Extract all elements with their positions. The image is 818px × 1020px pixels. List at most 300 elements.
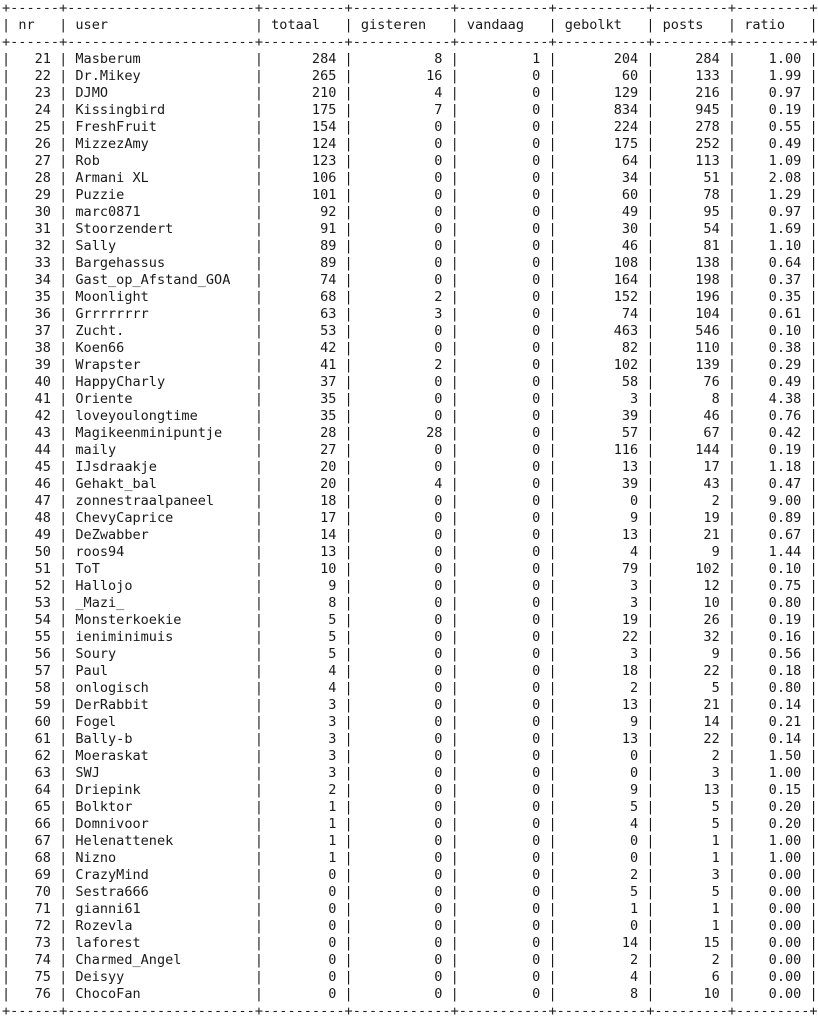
table-cell: 0 xyxy=(360,187,443,203)
table-cell: 0 xyxy=(466,391,541,407)
table-cell: Rozevla xyxy=(75,918,247,934)
table-cell: 46 xyxy=(662,408,720,424)
table-cell: 0 xyxy=(466,289,541,305)
table-cell: 20 xyxy=(271,476,337,492)
table-cell: 3 xyxy=(564,595,639,611)
table-cell: 5 xyxy=(662,680,720,696)
table-cell: 3 xyxy=(271,731,337,747)
table-cell: 39 xyxy=(564,476,639,492)
table-cell: 0.00 xyxy=(744,918,802,934)
table-cell: 60 xyxy=(564,68,639,84)
header-cell: posts xyxy=(662,17,720,33)
table-cell: 102 xyxy=(564,357,639,373)
table-cell: 56 xyxy=(18,646,51,662)
table-row: | 70 | Sestra666 | 0 | 0 | 0 | 5 | 5 | 0.00 | xyxy=(2,884,818,900)
table-cell: 1 xyxy=(662,918,720,934)
table-cell: 0.37 xyxy=(744,272,802,288)
table-row: | 69 | CrazyMind | 0 | 0 | 0 | 2 | 3 | 0.00 | xyxy=(2,867,818,883)
table-cell: 0 xyxy=(466,306,541,322)
table-cell: 13 xyxy=(564,731,639,747)
table-cell: marc0871 xyxy=(75,204,247,220)
table-cell: Domnivoor xyxy=(75,816,247,832)
table-cell: 0 xyxy=(466,85,541,101)
table-cell: 0.10 xyxy=(744,561,802,577)
table-cell: 0.67 xyxy=(744,527,802,543)
table-row: | 36 | Grrrrrrrr | 63 | 3 | 0 | 74 | 104 | 0.61 | xyxy=(2,306,818,322)
table-cell: 46 xyxy=(18,476,51,492)
table-cell: 0 xyxy=(466,102,541,118)
table-row: | 68 | Nizno | 1 | 0 | 0 | 0 | 1 | 1.00 | xyxy=(2,850,818,866)
table-cell: 0 xyxy=(360,731,443,747)
table-cell: 21 xyxy=(662,527,720,543)
table-cell: 0 xyxy=(466,714,541,730)
table-cell: 51 xyxy=(18,561,51,577)
table-cell: 0 xyxy=(360,646,443,662)
table-cell: Gehakt_bal xyxy=(75,476,247,492)
header-row: | nr | user | totaal | gisteren | vandaag | gebolkt | posts | ratio | xyxy=(2,17,818,33)
table-cell: 0 xyxy=(466,425,541,441)
table-cell: 0 xyxy=(271,901,337,917)
table-cell: 37 xyxy=(18,323,51,339)
table-row: | 58 | onlogisch | 4 | 0 | 0 | 2 | 5 | 0.80 | xyxy=(2,680,818,696)
table-cell: 164 xyxy=(564,272,639,288)
table-cell: 62 xyxy=(18,748,51,764)
table-cell: 6 xyxy=(662,969,720,985)
table-cell: 1.00 xyxy=(744,850,802,866)
table-cell: 42 xyxy=(18,408,51,424)
table-row: | 76 | ChocoFan | 0 | 0 | 0 | 8 | 10 | 0.00 | xyxy=(2,986,818,1002)
table-cell: 5 xyxy=(662,884,720,900)
table-cell: Monsterkoekie xyxy=(75,612,247,628)
table-cell: 0 xyxy=(271,867,337,883)
table-cell: 0 xyxy=(466,561,541,577)
table-cell: 1.09 xyxy=(744,153,802,169)
table-cell: 0 xyxy=(466,850,541,866)
table-cell: Driepink xyxy=(75,782,247,798)
table-cell: Dr.Mikey xyxy=(75,68,247,84)
table-cell: 74 xyxy=(18,952,51,968)
table-cell: 59 xyxy=(18,697,51,713)
table-cell: Moonlight xyxy=(75,289,247,305)
table-cell: Wrapster xyxy=(75,357,247,373)
table-cell: 0.00 xyxy=(744,952,802,968)
table-cell: ToT xyxy=(75,561,247,577)
table-cell: 3 xyxy=(271,748,337,764)
table-cell: Magikeenminipuntje xyxy=(75,425,247,441)
table-cell: 34 xyxy=(18,272,51,288)
table-cell: 32 xyxy=(662,629,720,645)
table-cell: SWJ xyxy=(75,765,247,781)
table-cell: 13 xyxy=(271,544,337,560)
table-cell: 21 xyxy=(662,697,720,713)
table-cell: 3 xyxy=(564,646,639,662)
table-cell: 0 xyxy=(360,680,443,696)
table-cell: Fogel xyxy=(75,714,247,730)
table-cell: 0 xyxy=(466,986,541,1002)
table-cell: Bally-b xyxy=(75,731,247,747)
table-cell: 0 xyxy=(466,969,541,985)
table-cell: 0.38 xyxy=(744,340,802,356)
table-cell: 25 xyxy=(18,119,51,135)
table-cell: 0 xyxy=(360,748,443,764)
table-cell: 175 xyxy=(564,136,639,152)
table-cell: 1.18 xyxy=(744,459,802,475)
table-cell: 0 xyxy=(466,357,541,373)
table-cell: 64 xyxy=(564,153,639,169)
table-cell: Hallojo xyxy=(75,578,247,594)
table-cell: 0 xyxy=(466,799,541,815)
table-cell: 1.44 xyxy=(744,544,802,560)
table-cell: 0 xyxy=(466,204,541,220)
table-cell: 0 xyxy=(360,527,443,543)
table-cell: Armani XL xyxy=(75,170,247,186)
table-row: | 31 | Stoorzendert | 91 | 0 | 0 | 30 | 54 | 1.69 | xyxy=(2,221,818,237)
table-cell: 5 xyxy=(662,799,720,815)
table-cell: 0 xyxy=(271,986,337,1002)
table-cell: 0 xyxy=(466,408,541,424)
table-cell: DeZwabber xyxy=(75,527,247,543)
table-row: | 75 | Deisyy | 0 | 0 | 0 | 4 | 6 | 0.00 | xyxy=(2,969,818,985)
table-cell: 2 xyxy=(662,952,720,968)
table-cell: 1 xyxy=(271,816,337,832)
table-cell: 0 xyxy=(360,408,443,424)
table-cell: 0 xyxy=(360,323,443,339)
table-row: | 21 | Masberum | 284 | 8 | 1 | 204 | 284 | 1.00 | xyxy=(2,51,818,67)
table-cell: 49 xyxy=(564,204,639,220)
table-cell: Puzzie xyxy=(75,187,247,203)
table-cell: 14 xyxy=(271,527,337,543)
table-cell: 67 xyxy=(662,425,720,441)
table-cell: 546 xyxy=(662,323,720,339)
table-cell: 1.69 xyxy=(744,221,802,237)
table-cell: 63 xyxy=(18,765,51,781)
table-cell: 102 xyxy=(662,561,720,577)
table-row: | 23 | DJMO | 210 | 4 | 0 | 129 | 216 | 0.97 | xyxy=(2,85,818,101)
table-cell: ChocoFan xyxy=(75,986,247,1002)
table-cell: Oriente xyxy=(75,391,247,407)
table-row: | 64 | Driepink | 2 | 0 | 0 | 9 | 13 | 0.15 | xyxy=(2,782,818,798)
table-cell: 27 xyxy=(271,442,337,458)
table-cell: 0.16 xyxy=(744,629,802,645)
table-cell: 0 xyxy=(466,170,541,186)
table-row: | 26 | MizzezAmy | 124 | 0 | 0 | 175 | 252 | 0.49 | xyxy=(2,136,818,152)
table-cell: FreshFruit xyxy=(75,119,247,135)
table-cell: 58 xyxy=(564,374,639,390)
table-cell: 154 xyxy=(271,119,337,135)
table-cell: 20 xyxy=(271,459,337,475)
table-cell: 0 xyxy=(466,612,541,628)
table-cell: 0 xyxy=(466,731,541,747)
table-cell: 4 xyxy=(564,969,639,985)
table-row: | 39 | Wrapster | 41 | 2 | 0 | 102 | 139 | 0.29 | xyxy=(2,357,818,373)
table-cell: 0 xyxy=(466,493,541,509)
table-cell: maily xyxy=(75,442,247,458)
table-cell: 1.99 xyxy=(744,68,802,84)
header-cell: gebolkt xyxy=(564,17,639,33)
table-cell: 0 xyxy=(360,340,443,356)
table-cell: 60 xyxy=(564,187,639,203)
table-row: | 60 | Fogel | 3 | 0 | 0 | 9 | 14 | 0.21 | xyxy=(2,714,818,730)
table-cell: 0 xyxy=(360,391,443,407)
table-cell: 9 xyxy=(662,544,720,560)
table-cell: 138 xyxy=(662,255,720,271)
table-row: | 62 | Moeraskat | 3 | 0 | 0 | 0 | 2 | 1.50 | xyxy=(2,748,818,764)
table-cell: 16 xyxy=(360,68,443,84)
table-cell: 49 xyxy=(18,527,51,543)
table-cell: 198 xyxy=(662,272,720,288)
table-cell: 0.49 xyxy=(744,374,802,390)
table-row: | 55 | ieniminimuis | 5 | 0 | 0 | 22 | 32 | 0.16 | xyxy=(2,629,818,645)
table-cell: 0 xyxy=(360,442,443,458)
table-cell: 78 xyxy=(662,187,720,203)
table-cell: 13 xyxy=(564,459,639,475)
table-cell: 66 xyxy=(18,816,51,832)
table-cell: 3 xyxy=(662,765,720,781)
table-cell: 2 xyxy=(360,357,443,373)
table-cell: 27 xyxy=(18,153,51,169)
table-cell: 0.14 xyxy=(744,697,802,713)
table-cell: 0 xyxy=(360,493,443,509)
table-cell: 17 xyxy=(662,459,720,475)
table-cell: 5 xyxy=(271,612,337,628)
table-cell: 2 xyxy=(564,680,639,696)
table-cell: 19 xyxy=(662,510,720,526)
table-cell: 23 xyxy=(18,85,51,101)
table-cell: 60 xyxy=(18,714,51,730)
table-row: | 61 | Bally-b | 3 | 0 | 0 | 13 | 22 | 0.14 | xyxy=(2,731,818,747)
table-cell: 21 xyxy=(18,51,51,67)
table-cell: Deisyy xyxy=(75,969,247,985)
table-cell: 26 xyxy=(18,136,51,152)
table-cell: 39 xyxy=(564,408,639,424)
table-cell: 0 xyxy=(466,629,541,645)
table-cell: 0 xyxy=(360,935,443,951)
table-cell: 57 xyxy=(18,663,51,679)
table-cell: 4 xyxy=(564,544,639,560)
table-cell: 2.08 xyxy=(744,170,802,186)
table-cell: 196 xyxy=(662,289,720,305)
table-cell: 30 xyxy=(18,204,51,220)
table-cell: 43 xyxy=(18,425,51,441)
table-cell: Bargehassus xyxy=(75,255,247,271)
table-cell: 48 xyxy=(18,510,51,526)
table-cell: 17 xyxy=(271,510,337,526)
table-cell: 89 xyxy=(271,238,337,254)
table-cell: 0 xyxy=(466,816,541,832)
table-cell: 64 xyxy=(18,782,51,798)
table-row: | 46 | Gehakt_bal | 20 | 4 | 0 | 39 | 43 | 0.47 | xyxy=(2,476,818,492)
table-cell: 10 xyxy=(271,561,337,577)
table-cell: 72 xyxy=(18,918,51,934)
table-cell: 0.29 xyxy=(744,357,802,373)
table-cell: 0.55 xyxy=(744,119,802,135)
table-cell: 0 xyxy=(360,918,443,934)
table-cell: 0 xyxy=(360,595,443,611)
table-cell: 38 xyxy=(18,340,51,356)
table-cell: 0 xyxy=(466,901,541,917)
table-cell: 284 xyxy=(662,51,720,67)
table-cell: 2 xyxy=(271,782,337,798)
table-cell: 1.50 xyxy=(744,748,802,764)
table-cell: MizzezAmy xyxy=(75,136,247,152)
table-cell: gianni61 xyxy=(75,901,247,917)
table-cell: 76 xyxy=(662,374,720,390)
table-cell: 4 xyxy=(271,680,337,696)
table-cell: IJsdraakje xyxy=(75,459,247,475)
table-cell: zonnestraalpaneel xyxy=(75,493,247,509)
table-cell: 2 xyxy=(360,289,443,305)
table-cell: 2 xyxy=(564,952,639,968)
table-cell: 0.49 xyxy=(744,136,802,152)
table-cell: 0 xyxy=(360,170,443,186)
table-cell: 0.75 xyxy=(744,578,802,594)
table-cell: 124 xyxy=(271,136,337,152)
table-cell: 2 xyxy=(564,867,639,883)
table-cell: 28 xyxy=(360,425,443,441)
table-cell: 24 xyxy=(18,102,51,118)
table-row: | 74 | Charmed_Angel | 0 | 0 | 0 | 2 | 2 | 0.00 | xyxy=(2,952,818,968)
table-cell: 31 xyxy=(18,221,51,237)
table-cell: 13 xyxy=(564,527,639,543)
table-cell: 5 xyxy=(564,799,639,815)
table-row: | 35 | Moonlight | 68 | 2 | 0 | 152 | 196 | 0.35 | xyxy=(2,289,818,305)
table-cell: 4 xyxy=(360,85,443,101)
table-cell: 51 xyxy=(662,170,720,186)
table-cell: 0 xyxy=(466,867,541,883)
table-cell: 35 xyxy=(271,408,337,424)
table-cell: 22 xyxy=(662,731,720,747)
table-row: | 67 | Helenattenek | 1 | 0 | 0 | 0 | 1 | 1.00 | xyxy=(2,833,818,849)
table-cell: 75 xyxy=(18,969,51,985)
table-cell: 144 xyxy=(662,442,720,458)
table-cell: 41 xyxy=(18,391,51,407)
table-cell: 0 xyxy=(466,748,541,764)
table-cell: 0.35 xyxy=(744,289,802,305)
table-cell: 0 xyxy=(360,765,443,781)
table-cell: 52 xyxy=(18,578,51,594)
table-cell: loveyoulongtime xyxy=(75,408,247,424)
table-cell: 73 xyxy=(18,935,51,951)
table-cell: 89 xyxy=(271,255,337,271)
table-cell: 0 xyxy=(466,68,541,84)
table-cell: 139 xyxy=(662,357,720,373)
table-cell: 3 xyxy=(360,306,443,322)
table-cell: 0.00 xyxy=(744,901,802,917)
table-cell: 0 xyxy=(360,561,443,577)
table-cell: 0 xyxy=(360,204,443,220)
table-cell: 30 xyxy=(564,221,639,237)
table-cell: Zucht. xyxy=(75,323,247,339)
table-cell: 1 xyxy=(564,901,639,917)
table-cell: 10 xyxy=(662,986,720,1002)
table-cell: 0 xyxy=(271,969,337,985)
table-cell: 0 xyxy=(360,221,443,237)
table-cell: 834 xyxy=(564,102,639,118)
table-cell: 175 xyxy=(271,102,337,118)
table-cell: Nizno xyxy=(75,850,247,866)
table-cell: 0 xyxy=(466,952,541,968)
table-cell: 5 xyxy=(662,816,720,832)
table-row: | 42 | loveyoulongtime | 35 | 0 | 0 | 39 | 46 | 0.76 | xyxy=(2,408,818,424)
header-cell: vandaag xyxy=(466,17,541,33)
table-cell: 0.97 xyxy=(744,204,802,220)
table-cell: 12 xyxy=(662,578,720,594)
table-cell: 0 xyxy=(360,544,443,560)
table-cell: 0 xyxy=(360,629,443,645)
table-cell: roos94 xyxy=(75,544,247,560)
table-cell: 0 xyxy=(360,714,443,730)
table-cell: 0 xyxy=(466,833,541,849)
table-cell: Stoorzendert xyxy=(75,221,247,237)
table-cell: 0 xyxy=(466,238,541,254)
table-cell: 0 xyxy=(466,595,541,611)
table-cell: 0.00 xyxy=(744,867,802,883)
table-cell: 101 xyxy=(271,187,337,203)
table-cell: 45 xyxy=(18,459,51,475)
table-cell: 57 xyxy=(564,425,639,441)
table-cell: 0 xyxy=(360,697,443,713)
table-cell: 0 xyxy=(466,646,541,662)
table-cell: 0.15 xyxy=(744,782,802,798)
table-row: | 28 | Armani XL | 106 | 0 | 0 | 34 | 51 | 2.08 | xyxy=(2,170,818,186)
table-cell: 3 xyxy=(271,714,337,730)
table-cell: 0 xyxy=(360,119,443,135)
table-cell: 53 xyxy=(271,323,337,339)
table-cell: 8 xyxy=(360,51,443,67)
table-cell: 2 xyxy=(662,493,720,509)
table-cell: 0 xyxy=(466,136,541,152)
table-row: | 30 | marc0871 | 92 | 0 | 0 | 49 | 95 | 0.97 | xyxy=(2,204,818,220)
table-cell: 22 xyxy=(18,68,51,84)
table-cell: 0.19 xyxy=(744,442,802,458)
table-row: | 49 | DeZwabber | 14 | 0 | 0 | 13 | 21 | 0.67 | xyxy=(2,527,818,543)
table-row: | 47 | zonnestraalpaneel | 18 | 0 | 0 | 0 | 2 | 9.00 | xyxy=(2,493,818,509)
table-cell: 0 xyxy=(360,782,443,798)
table-cell: 0 xyxy=(466,918,541,934)
table-cell: 1.10 xyxy=(744,238,802,254)
table-cell: 18 xyxy=(271,493,337,509)
table-cell: 5 xyxy=(271,646,337,662)
table-cell: 1.00 xyxy=(744,833,802,849)
table-cell: 53 xyxy=(18,595,51,611)
table-row: | 71 | gianni61 | 0 | 0 | 0 | 1 | 1 | 0.00 | xyxy=(2,901,818,917)
table-cell: 0 xyxy=(564,765,639,781)
table-cell: 278 xyxy=(662,119,720,135)
table-cell: 1 xyxy=(271,833,337,849)
table-cell: 35 xyxy=(271,391,337,407)
table-cell: 14 xyxy=(662,714,720,730)
table-cell: 0 xyxy=(564,850,639,866)
table-cell: 50 xyxy=(18,544,51,560)
table-row: | 29 | Puzzie | 101 | 0 | 0 | 60 | 78 | 1.29 | xyxy=(2,187,818,203)
table-cell: 0 xyxy=(360,374,443,390)
table-cell: 34 xyxy=(564,170,639,186)
table-cell: 46 xyxy=(564,238,639,254)
table-cell: 61 xyxy=(18,731,51,747)
table-cell: 28 xyxy=(271,425,337,441)
table-cell: 1.00 xyxy=(744,51,802,67)
table-cell: 0 xyxy=(360,833,443,849)
table-cell: 22 xyxy=(564,629,639,645)
table-cell: 0 xyxy=(271,884,337,900)
table-cell: 0.00 xyxy=(744,935,802,951)
table-cell: 14 xyxy=(564,935,639,951)
table-cell: 9 xyxy=(564,714,639,730)
table-cell: 37 xyxy=(271,374,337,390)
table-cell: 0 xyxy=(466,765,541,781)
table-cell: 0 xyxy=(466,255,541,271)
table-cell: 74 xyxy=(564,306,639,322)
